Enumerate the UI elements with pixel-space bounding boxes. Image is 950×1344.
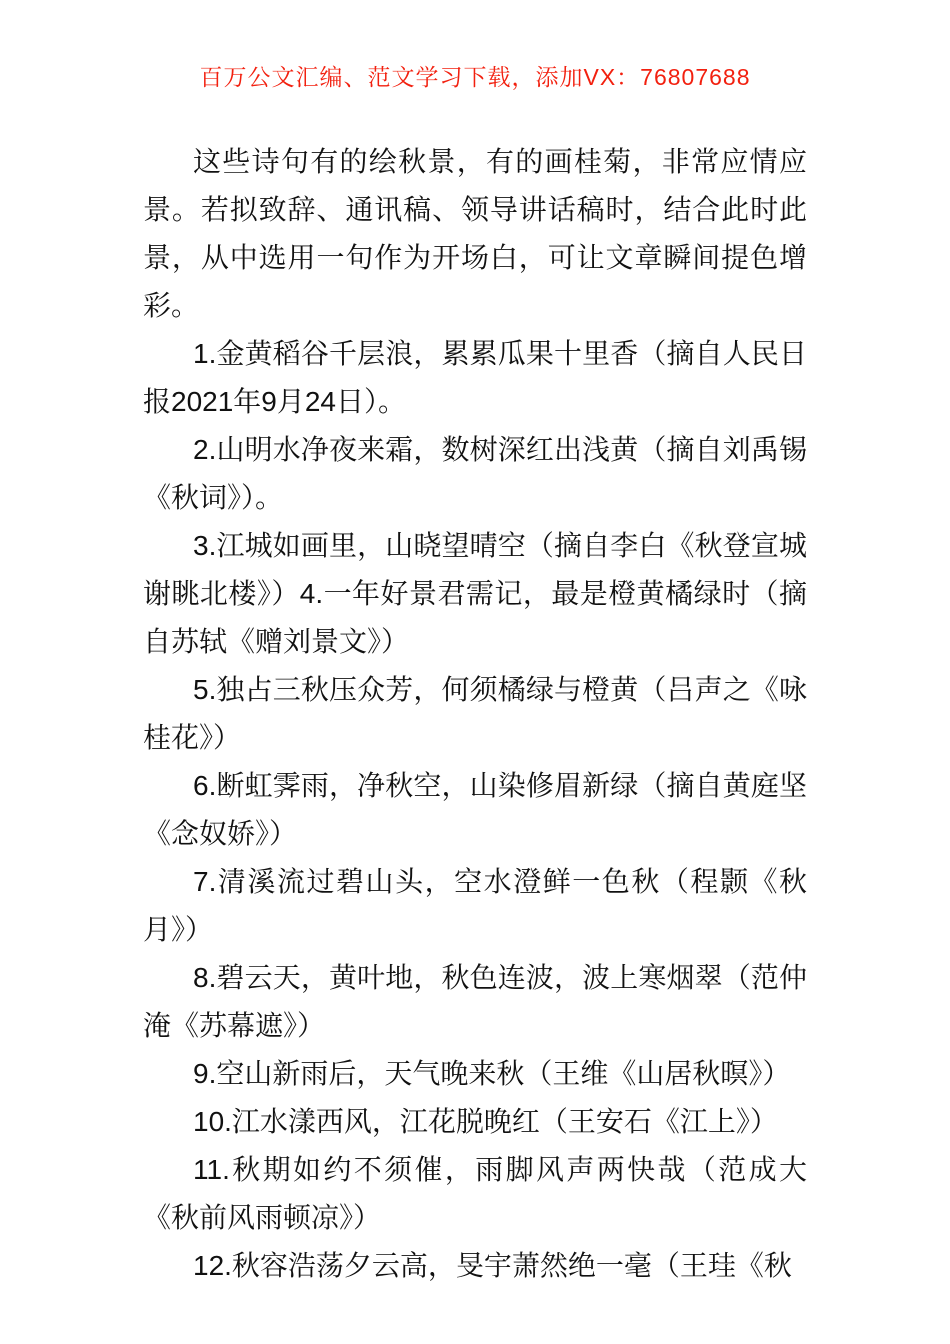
document-body [143,138,807,1290]
poem-item-8: 8.碧云天，黄叶地，秋色连波，波上寒烟翠（范仲淹《苏幕遮》） [143,962,807,1041]
poem-item-12: 12.秋容浩荡夕云高，旻宇萧然绝一毫（王珪《秋 [193,1250,792,1281]
poem-item-9: 9.空山新雨后，天气晚来秋（王维《山居秋暝》） [193,1058,791,1089]
poem-item-6: 6.断虹霁雨，净秋空，山染修眉新绿（摘自黄庭坚《念奴娇》） [143,770,807,849]
promo-banner-text: 百万公文汇编、范文学习下载，添加VX：76807688 [199,64,751,90]
poem-item-2: 2.山明水净夜来霜，数树深红出浅黄（摘自刘禹锡《秋词》）。 [143,434,807,513]
poem-item-10: 10.江水漾西风，江花脱晚红（王安石《江上》） [193,1106,778,1137]
poem-item-11: 11.秋期如约不须催，雨脚风声两快哉（范成大《秋前风雨顿凉》） [143,1154,807,1233]
intro-paragraph: 这些诗句有的绘秋景，有的画桂菊，非常应情应景。若拟致辞、通讯稿、领导讲话稿时，结合此时此景，从中选用一句作为开场白，可让文章瞬间提色增彩。 [143,146,807,321]
poem-item-1: 1.金黄稻谷千层浪，累累瓜果十里香（摘自人民日报2021年9月24日）。 [143,338,807,417]
poem-item-5: 5.独占三秋压众芳，何须橘绿与橙黄（吕声之《咏桂花》） [143,674,807,753]
poem-item-3-4: 3.江城如画里，山晓望晴空（摘自李白《秋登宣城谢眺北楼》）4.一年好景君需记，最是橙黄橘绿时（摘自苏轼《赠刘景文》） [143,530,807,657]
poem-item-7: 7.清溪流过碧山头，空水澄鲜一色秋（程颢《秋月》） [143,866,807,945]
